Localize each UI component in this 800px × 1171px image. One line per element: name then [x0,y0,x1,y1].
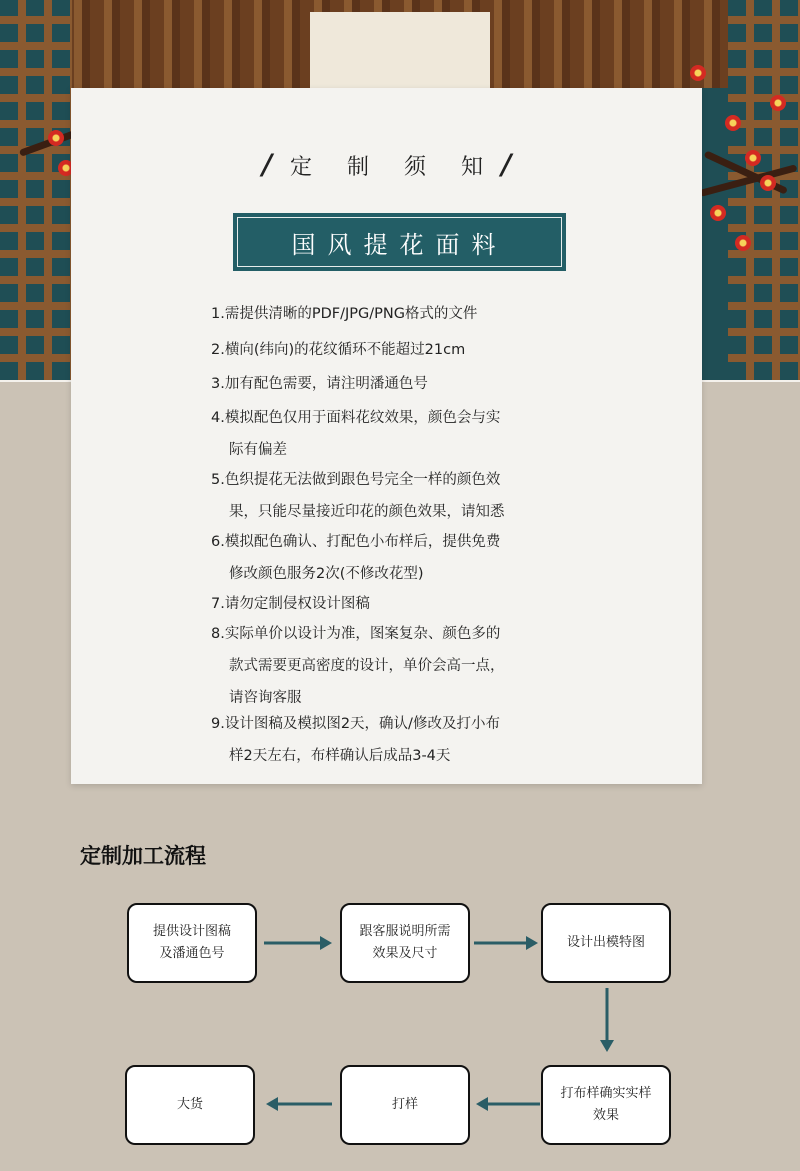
rule-text: 8.实际单价以设计为准，图案复杂、颜色多的 [211,626,501,642]
rule-text-continued: 修改颜色服务2次(不修改花型) [229,566,424,582]
process-step-6 [125,1065,255,1145]
step-text: 打样 [391,1097,418,1112]
process-step-5 [340,1065,470,1145]
rule-text-continued: 际有偏差 [229,442,287,458]
list-item [211,334,681,366]
process-title: 定制加工流程 [80,843,206,868]
list-item [211,368,681,400]
fabric-banner [233,213,566,271]
step-text: 设计出模特图 [566,935,645,950]
left-lattice-window [0,0,72,380]
notice-title [71,148,702,181]
process-step-4 [541,1065,671,1145]
plum-blossom [735,235,751,251]
rule-text-continued: 款式需要更高密度的设计，单价会高一点， [229,658,505,674]
step-text: 大货 [176,1097,203,1112]
slash-decoration: / [500,148,512,181]
arrow-left-icon [264,1094,334,1114]
plum-blossom [770,95,786,111]
list-item [211,464,681,528]
custom-notice-card [71,88,702,784]
process-step-1 [127,903,257,983]
rule-text-continued: 样2天左右，布样确认后成品3-4天 [229,748,451,764]
arrow-right-icon [264,933,334,953]
step-text: 打布样确实实样 [560,1086,652,1101]
rule-text: 9.设计图稿及模拟图2天，确认/修改及打小布 [211,716,500,732]
rule-text: 1.需提供清晰的PDF/JPG/PNG格式的文件 [211,306,478,322]
notice-title-text: 定 制 须 知 [290,155,497,180]
wooden-screen [0,0,800,88]
process-step-3 [541,903,671,983]
plum-blossom [745,150,761,166]
step-text: 跟客服说明所需 [359,924,451,939]
arrow-right-icon [474,933,540,953]
list-item [211,402,681,466]
list-item [211,298,681,330]
slash-decoration: / [261,148,272,181]
rule-text-continued: 请咨询客服 [229,690,302,706]
list-item [211,708,681,772]
step-text: 及潘通色号 [159,946,225,961]
arrow-left-icon [474,1094,540,1114]
list-item [211,618,681,714]
plum-blossom [48,130,64,146]
step-text: 提供设计图稿 [152,924,231,939]
arrow-down-icon [597,988,617,1054]
list-item [211,588,681,620]
rule-text: 6.模拟配色确认、打配色小布样后，提供免费 [211,534,501,550]
step-text: 效果 [592,1108,619,1123]
plum-blossom [725,115,741,131]
rule-text: 7.请勿定制侵权设计图稿 [211,596,370,612]
rule-text: 4.模拟配色仅用于面料花纹效果，颜色会与实 [211,410,501,426]
list-item [211,526,681,590]
rule-text: 2.横向(纬向)的花纹循环不能超过21cm [211,342,466,358]
fabric-banner-text: 国风提花面料 [237,217,562,267]
plum-blossom [760,175,776,191]
plum-blossom [710,205,726,221]
process-step-2 [340,903,470,983]
rule-text: 3.加有配色需要，请注明潘通色号 [211,376,428,392]
step-text: 效果及尺寸 [372,946,438,961]
rule-text: 5.色织提花无法做到跟色号完全一样的颜色效 [211,472,501,488]
plum-blossom [690,65,706,81]
rule-text-continued: 果，只能尽量接近印花的颜色效果，请知悉 [229,504,505,520]
